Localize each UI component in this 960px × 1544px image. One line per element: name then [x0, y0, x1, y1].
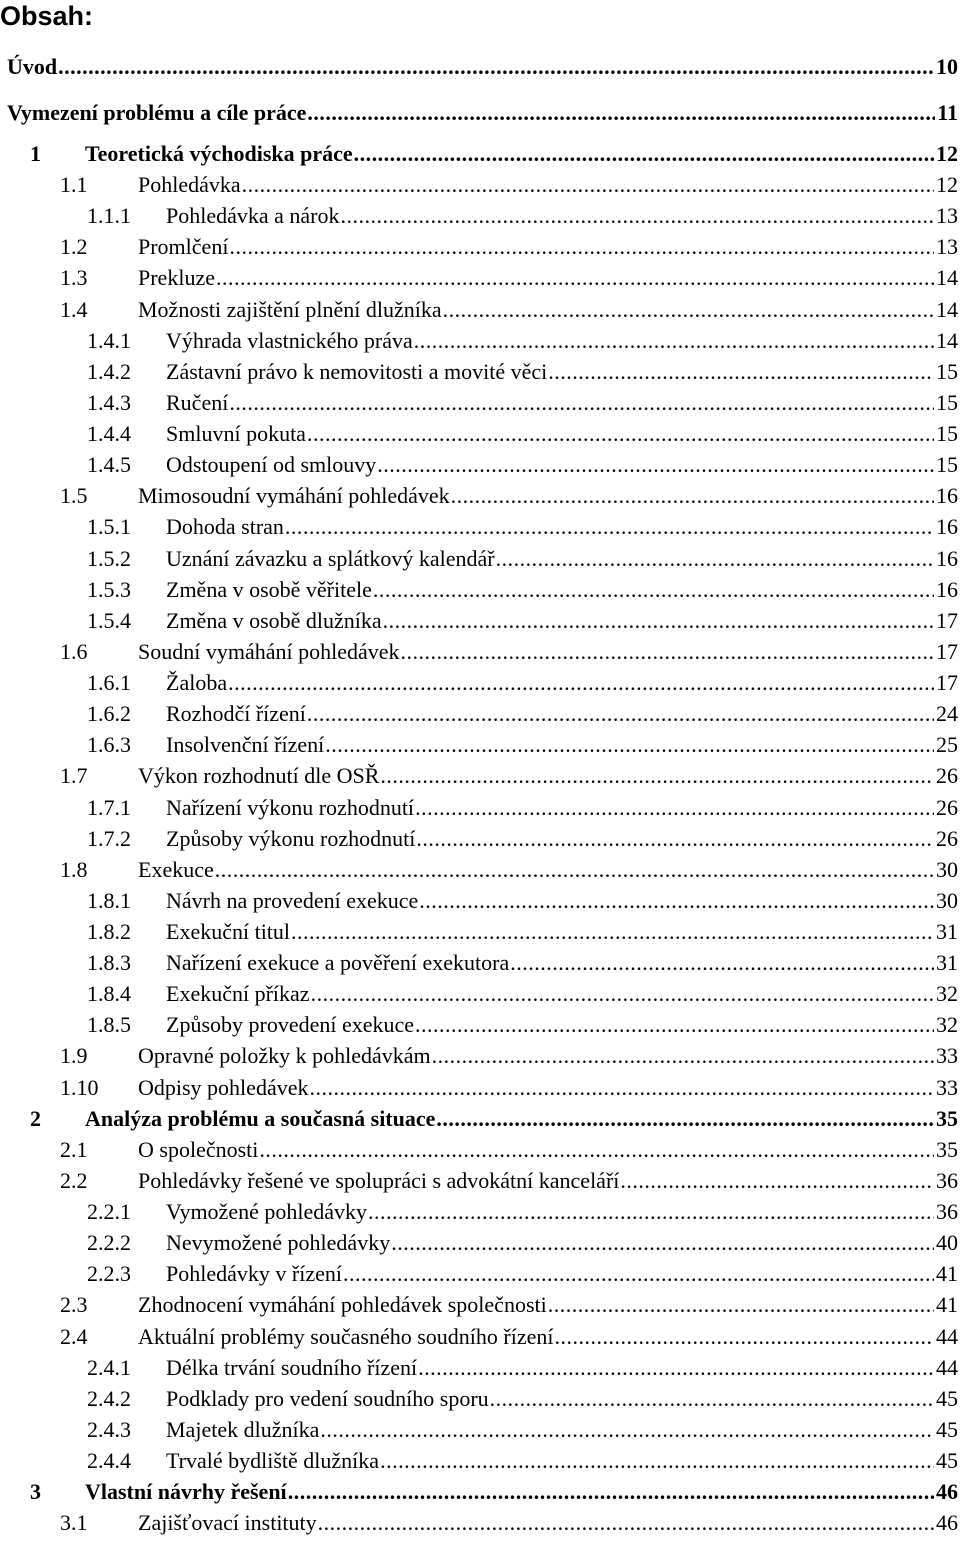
toc-dot-leader	[509, 950, 934, 976]
toc-page-number: 44	[936, 1354, 958, 1380]
toc-page-number: 45	[936, 1416, 958, 1442]
toc-entry-title: Rozhodčí řízení	[166, 701, 306, 727]
toc-dot-leader	[413, 328, 934, 354]
toc-entry[interactable]	[0, 791, 958, 821]
toc-page-number: 17	[936, 607, 958, 633]
toc-entry-title: Pohledávky v řízení	[166, 1261, 342, 1287]
toc-entry-number: 1.4.5	[87, 452, 131, 478]
toc-entry[interactable]	[0, 1071, 958, 1101]
toc-entry-number: 1.8.2	[87, 919, 131, 944]
toc-dot-leader	[414, 1012, 934, 1038]
toc-page-number: 44	[936, 1323, 958, 1349]
toc-entry[interactable]	[0, 1351, 958, 1381]
toc-entry-number: 1.8	[60, 856, 88, 882]
toc-dot-leader	[258, 1137, 934, 1163]
toc-entry[interactable]	[0, 510, 958, 540]
toc-entry-title: Exekuce	[138, 856, 214, 882]
toc-entry-number: 1.7.1	[87, 794, 131, 820]
toc-page-number: 15	[936, 421, 958, 447]
toc-entry[interactable]	[0, 1133, 958, 1163]
toc-page-number: 15	[936, 358, 958, 384]
toc-dot-leader	[308, 1075, 934, 1101]
toc-entry[interactable]	[0, 261, 958, 291]
toc-entry-number: 1.5.4	[87, 607, 131, 633]
toc-entry[interactable]	[0, 822, 958, 852]
toc-page-number: 46	[936, 1510, 958, 1536]
toc-entry-number: 1.8.3	[87, 950, 131, 976]
toc-entry-number: 1.8.5	[87, 1012, 131, 1038]
toc-page-number: 36	[936, 1199, 958, 1225]
toc-page-number: 40	[936, 1230, 958, 1256]
toc-entry[interactable]	[0, 604, 958, 634]
toc-entry-title: Vlastní návrhy řešení	[85, 1479, 287, 1505]
toc-entry[interactable]	[0, 1226, 958, 1256]
toc-page-number: 26	[936, 763, 958, 789]
toc-entry[interactable]	[0, 666, 958, 696]
toc-page-number: 17	[936, 670, 958, 696]
toc-dot-leader	[489, 1386, 934, 1412]
toc-entry[interactable]	[0, 96, 958, 126]
toc-entry-title: Pohledávka	[138, 172, 241, 198]
toc-entry-title: Žaloba	[166, 670, 228, 696]
toc-page-number: 16	[936, 483, 958, 509]
toc-entry[interactable]	[0, 573, 958, 603]
toc-page-number: 10	[936, 54, 958, 79]
toc-entry-title: Uznání závazku a splátkový kalendář	[166, 545, 495, 571]
toc-entry[interactable]	[0, 1039, 958, 1069]
toc-entry[interactable]	[0, 1288, 958, 1318]
toc-dot-leader	[442, 297, 934, 323]
toc-entry-number: 2.1	[60, 1136, 88, 1162]
toc-dot-leader	[379, 763, 934, 789]
toc-page-number: 35	[936, 1105, 958, 1131]
toc-entry[interactable]	[0, 137, 958, 167]
toc-entry-title: Analýza problému a současná situace	[85, 1105, 436, 1131]
toc-page-number: 31	[936, 950, 958, 976]
toc-page-number: 31	[936, 919, 958, 944]
toc-entry-title: Zástavní právo k nemovitosti a movité věci	[166, 358, 548, 384]
toc-entry[interactable]	[0, 168, 958, 198]
toc-entry[interactable]	[0, 853, 958, 883]
toc-dot-leader	[415, 826, 934, 852]
toc-page-number: 12	[936, 172, 958, 198]
toc-page-number: 12	[936, 141, 958, 166]
toc-dot-leader	[306, 421, 934, 447]
toc-entry[interactable]	[0, 293, 958, 323]
toc-entry-number: 1.5.1	[87, 514, 131, 540]
toc-entry[interactable]	[0, 542, 958, 572]
toc-entry-number: 1.7	[60, 763, 88, 789]
toc-entry-number: 1.5	[60, 483, 88, 509]
toc-dot-leader	[417, 1355, 934, 1381]
toc-dot-leader	[367, 1199, 934, 1225]
toc-entry-title: Změna v osobě věřitele	[166, 576, 372, 602]
toc-entry-number: 1.8.4	[87, 981, 131, 1007]
toc-entry-number: 1.4	[60, 296, 88, 322]
toc-dot-leader	[450, 483, 934, 509]
toc-entry[interactable]	[0, 915, 958, 945]
toc-entry[interactable]	[0, 50, 958, 80]
toc-entry[interactable]	[0, 355, 958, 385]
toc-entry-number: 1.5.3	[87, 576, 131, 602]
toc-dot-leader	[214, 857, 934, 883]
toc-entry-title: Zhodnocení vymáhání pohledávek společnosti	[138, 1292, 547, 1318]
toc-dot-leader	[227, 670, 934, 696]
toc-dot-leader	[400, 639, 934, 665]
toc-entry-title: Prekluze	[138, 265, 215, 291]
toc-entry[interactable]	[0, 977, 958, 1007]
toc-dot-leader	[340, 203, 935, 229]
toc-entry-number: 1.10	[60, 1074, 99, 1100]
toc-page-number: 13	[936, 203, 958, 229]
toc-entry-title: Způsoby provedení exekuce	[166, 1012, 415, 1038]
toc-dot-leader	[317, 1510, 934, 1536]
toc-dot-leader	[306, 100, 935, 126]
toc-entry-title: Exekuční příkaz	[166, 981, 310, 1007]
toc-dot-leader	[241, 172, 934, 198]
toc-entry-title: Návrh na provedení exekuce	[166, 887, 419, 913]
toc-page-number: 45	[936, 1448, 958, 1474]
toc-entry-number: 3.1	[60, 1510, 88, 1536]
toc-page-number: 17	[936, 638, 958, 664]
toc-page-number: 14	[936, 265, 958, 291]
toc-entry-number: 1.5.2	[87, 545, 131, 571]
toc-dot-leader	[431, 1043, 934, 1069]
toc-entry-title: Smluvní pokuta	[166, 421, 306, 447]
toc-page-number: 32	[936, 981, 958, 1007]
toc-entry[interactable]	[0, 324, 958, 354]
toc-entry-title: Mimosoudní vymáhání pohledávek	[138, 483, 450, 509]
toc-dot-leader	[418, 888, 934, 914]
toc-entry[interactable]	[0, 884, 958, 914]
toc-page-number: 15	[936, 452, 958, 478]
toc-entry-title: Nařízení výkonu rozhodnutí	[166, 794, 415, 820]
toc-page-number: 16	[936, 545, 958, 571]
toc-entry-number: 2.4.1	[87, 1354, 131, 1380]
toc-entry-number: 1.8.1	[87, 887, 131, 913]
toc-entry[interactable]	[0, 728, 958, 758]
toc-dot-leader	[342, 1261, 934, 1287]
toc-entry-title: Pohledávka a nárok	[166, 203, 340, 229]
toc-entry-title: Insolvenční řízení	[166, 732, 325, 758]
toc-entry-title: Vymezení problému a cíle práce	[7, 100, 307, 125]
toc-entry-number: 1.7.2	[87, 825, 131, 851]
toc-dot-leader	[228, 234, 934, 260]
toc-entry-number: 2.2.3	[87, 1261, 131, 1287]
toc-dot-leader	[57, 54, 934, 80]
toc-entry-number: 2.2	[60, 1167, 88, 1193]
toc-dot-leader	[324, 732, 934, 758]
toc-page-number: 33	[936, 1043, 958, 1069]
toc-entry-title: Exekuční titul	[166, 919, 291, 944]
toc-dot-leader	[553, 1324, 934, 1350]
toc-entry-number: 2.3	[60, 1292, 88, 1318]
toc-entry[interactable]	[0, 230, 958, 260]
toc-dot-leader	[353, 141, 934, 167]
toc-dot-leader	[390, 1230, 934, 1256]
toc-dot-leader	[290, 919, 934, 945]
toc-page-number: 41	[936, 1292, 958, 1318]
toc-entry[interactable]	[0, 1257, 958, 1287]
toc-page-number: 30	[936, 856, 958, 882]
toc-entry-number: 1.6	[60, 638, 88, 664]
toc-entry-title: Majetek dlužníka	[166, 1416, 320, 1442]
toc-entry-title: Vymožené pohledávky	[166, 1199, 367, 1225]
toc-entry-title: Nevymožené pohledávky	[166, 1230, 391, 1256]
toc-entry-number: 1.3	[60, 265, 88, 291]
toc-dot-leader	[310, 981, 934, 1007]
toc-page-number: 46	[936, 1479, 958, 1505]
toc-dot-leader	[414, 795, 934, 821]
toc-dot-leader	[319, 1417, 934, 1443]
toc-dot-leader	[619, 1168, 934, 1194]
toc-page-number: 14	[936, 296, 958, 322]
toc-dot-leader	[379, 1448, 934, 1474]
toc-entry-title: Možnosti zajištění plnění dlužníka	[138, 296, 442, 322]
toc-entry-title: Promlčení	[138, 234, 229, 260]
toc-entry[interactable]	[0, 1195, 958, 1225]
toc-dot-leader	[228, 390, 934, 416]
toc-page-number: 41	[936, 1261, 958, 1287]
toc-entry-title: Způsoby výkonu rozhodnutí	[166, 825, 416, 851]
toc-entry-number: 2.2.2	[87, 1230, 131, 1256]
toc-entry[interactable]	[0, 448, 958, 478]
toc-entry-number: 1.4.2	[87, 358, 131, 384]
toc-entry-number: 2.4.4	[87, 1448, 131, 1474]
toc-dot-leader	[306, 701, 934, 727]
toc-entry-number: 1.1	[60, 172, 88, 198]
toc-entry-number: 1.4.1	[87, 327, 131, 353]
page-title: Obsah:	[0, 1, 94, 31]
toc-entry-number: 2.2.1	[87, 1199, 131, 1225]
toc-entry-number: 1.6.3	[87, 732, 131, 758]
toc-entry-number: 1.2	[60, 234, 88, 260]
toc-entry[interactable]	[0, 1444, 958, 1474]
toc-entry-title: O společnosti	[138, 1136, 259, 1162]
toc-page-number: 33	[936, 1074, 958, 1100]
toc-dot-leader	[284, 514, 934, 540]
toc-dot-leader	[287, 1479, 934, 1505]
toc-entry-title: Zajišťovací instituty	[138, 1510, 317, 1536]
toc-entry-title: Aktuální problémy současného soudního řízení	[138, 1323, 554, 1349]
toc-entry[interactable]	[0, 1164, 958, 1194]
toc-page-number: 14	[936, 327, 958, 353]
toc-page-number: 11	[937, 100, 958, 125]
toc-entry-number: 1	[30, 141, 41, 166]
toc-entry-title: Změna v osobě dlužníka	[166, 607, 382, 633]
toc-entry[interactable]	[0, 417, 958, 447]
toc-entry-title: Pohledávky řešené ve spolupráci s advokátní kanceláří	[138, 1167, 620, 1193]
toc-page-number: 25	[936, 732, 958, 758]
toc-entry-title: Podklady pro vedení soudního sporu	[166, 1385, 489, 1411]
toc-entry-title: Výkon rozhodnutí dle OSŘ	[138, 763, 380, 789]
toc-entry-title: Trvalé bydliště dlužníka	[166, 1448, 380, 1474]
toc-entry-number: 1.4.3	[87, 389, 131, 415]
toc-page-number: 15	[936, 389, 958, 415]
toc-entry-title: Úvod	[7, 54, 58, 79]
toc-entry-number: 1.6.2	[87, 701, 131, 727]
toc-entry[interactable]	[0, 1475, 958, 1505]
toc-entry-title: Soudní vymáhání pohledávek	[138, 638, 400, 664]
toc-entry[interactable]	[0, 697, 958, 727]
toc-dot-leader	[376, 452, 934, 478]
toc-entry-number: 3	[30, 1479, 41, 1505]
toc-entry[interactable]	[0, 946, 958, 976]
toc-entry[interactable]	[0, 1506, 958, 1536]
toc-entry[interactable]	[0, 1102, 958, 1132]
toc-entry-title: Ručení	[166, 389, 229, 415]
toc-entry-title: Odpisy pohledávek	[138, 1074, 309, 1100]
toc-entry-number: 2	[30, 1105, 41, 1131]
toc-entry[interactable]	[0, 635, 958, 665]
toc-page-number: 32	[936, 1012, 958, 1038]
toc-dot-leader	[382, 608, 934, 634]
toc-dot-leader	[547, 359, 934, 385]
toc-entry[interactable]	[0, 199, 958, 229]
toc-entry-title: Nařízení exekuce a pověření exekutora	[166, 950, 510, 976]
toc-entry[interactable]	[0, 1382, 958, 1412]
toc-page-number: 26	[936, 794, 958, 820]
toc-page-number: 30	[936, 887, 958, 913]
toc-entry-number: 2.4	[60, 1323, 88, 1349]
toc-entry[interactable]	[0, 1413, 958, 1443]
toc-page-number: 24	[936, 701, 958, 727]
toc-page-number: 16	[936, 576, 958, 602]
toc-page-number: 16	[936, 514, 958, 540]
toc-dot-leader	[495, 546, 934, 572]
toc-entry[interactable]	[0, 759, 958, 789]
toc-entry[interactable]	[0, 386, 958, 416]
toc-page-number: 13	[936, 234, 958, 260]
toc-entry-number: 2.4.2	[87, 1385, 131, 1411]
toc-entry-number: 1.4.4	[87, 421, 131, 447]
toc-page-number: 36	[936, 1167, 958, 1193]
toc-page-number: 35	[936, 1136, 958, 1162]
toc-entry-number: 1.9	[60, 1043, 88, 1069]
toc-entry-title: Délka trvání soudního řízení	[166, 1354, 418, 1380]
toc-entry-title: Teoretická východiska práce	[85, 141, 353, 166]
toc-dot-leader	[215, 265, 934, 291]
toc-entry-number: 2.4.3	[87, 1416, 131, 1442]
toc-entry-title: Výhrada vlastnického práva	[166, 327, 413, 353]
toc-entry[interactable]	[0, 1008, 958, 1038]
toc-page-number: 26	[936, 825, 958, 851]
toc-entry-title: Opravné položky k pohledávkám	[138, 1043, 431, 1069]
toc-entry-number: 1.1.1	[87, 203, 131, 229]
toc-page-number: 45	[936, 1385, 958, 1411]
toc-entry-title: Dohoda stran	[166, 514, 284, 540]
toc-entry[interactable]	[0, 479, 958, 509]
toc-entry-number: 1.6.1	[87, 670, 131, 696]
toc-dot-leader	[547, 1292, 934, 1318]
toc-dot-leader	[372, 577, 934, 603]
toc-entry[interactable]	[0, 1320, 958, 1350]
toc-entry-title: Odstoupení od smlouvy	[166, 452, 377, 478]
toc-dot-leader	[435, 1106, 934, 1132]
